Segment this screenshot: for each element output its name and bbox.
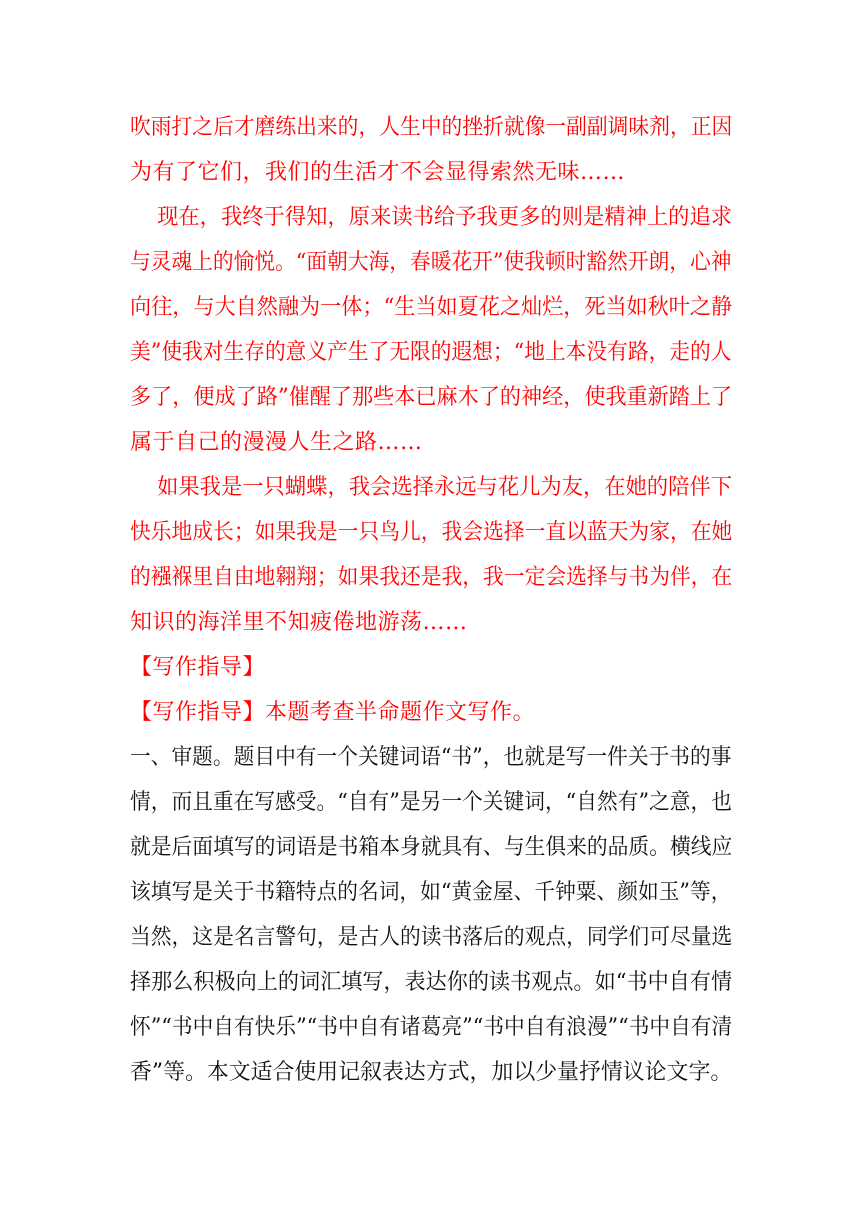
guide-intro: 【写作指导】本题考查半命题作文写作。 [130, 700, 536, 725]
guide-line-1: 一、审题。题目中有一个关键词语“书”，也就是写一件关于书的事 [130, 745, 732, 770]
essay-para2-line4: 美”使我对生存的意义产生了无限的遐想；“地上本没有路，走的人 [130, 340, 732, 365]
guide-line-6: 择那么积极向上的词汇填写，表达你的读书观点。如“书中自有情 [130, 970, 733, 995]
essay-para3-line3: 的襁褓里自由地翱翔；如果我还是我，我一定会选择与书为伴，在 [130, 565, 733, 590]
guide-line-5: 当然，这是名言警句，是古人的读书落后的观点，同学们可尽量选 [130, 925, 733, 950]
essay-para2-line6: 属于自己的漫漫人生之路…… [130, 430, 423, 455]
guide-line-3: 就是后面填写的词语是书箱本身就具有、与生俱来的品质。横线应 [130, 835, 733, 860]
essay-para3-line2: 快乐地成长；如果我是一只鸟儿，我会选择一直以蓝天为家，在她 [130, 520, 733, 545]
essay-para3-line1: 如果我是一只蝴蝶，我会选择永远与花儿为友，在她的陪伴下 [130, 475, 733, 500]
essay-para2-line1: 现在，我终于得知，原来读书给予我更多的则是精神上的追求 [130, 205, 733, 230]
essay-para1-line1: 吹雨打之后才磨练出来的，人生中的挫折就像一副副调味剂，正因 [130, 115, 733, 140]
essay-para2-line5: 多了，便成了路”催醒了那些本已麻木了的神经，使我重新踏上了 [130, 385, 733, 410]
essay-para2-line3: 向往，与大自然融为一体；“生当如夏花之灿烂，死当如秋叶之静 [130, 295, 733, 320]
guide-heading: 【写作指导】 [130, 655, 266, 680]
guide-line-2: 情，而且重在写感受。“自有”是另一个关键词，“自然有”之意，也 [130, 790, 732, 815]
essay-para3-line4: 知识的海洋里不知疲倦地游荡…… [130, 610, 468, 635]
guide-line-7: 怀”“书中自有快乐”“书中自有诸葛亮”“书中自有浪漫”“书中自有清 [130, 1015, 733, 1040]
essay-para1-line2: 为有了它们，我们的生活才不会显得索然无味…… [130, 160, 626, 185]
essay-para2-line2: 与灵魂上的愉悦。“面朝大海，春暖花开”使我顿时豁然开朗，心神 [130, 250, 732, 275]
guide-line-4: 该填写是关于书籍特点的名词，如“黄金屋、千钟粟、颜如玉”等， [130, 880, 732, 905]
guide-line-8: 香”等。本文适合使用记叙表达方式，加以少量抒情议论文字。 [130, 1060, 733, 1085]
